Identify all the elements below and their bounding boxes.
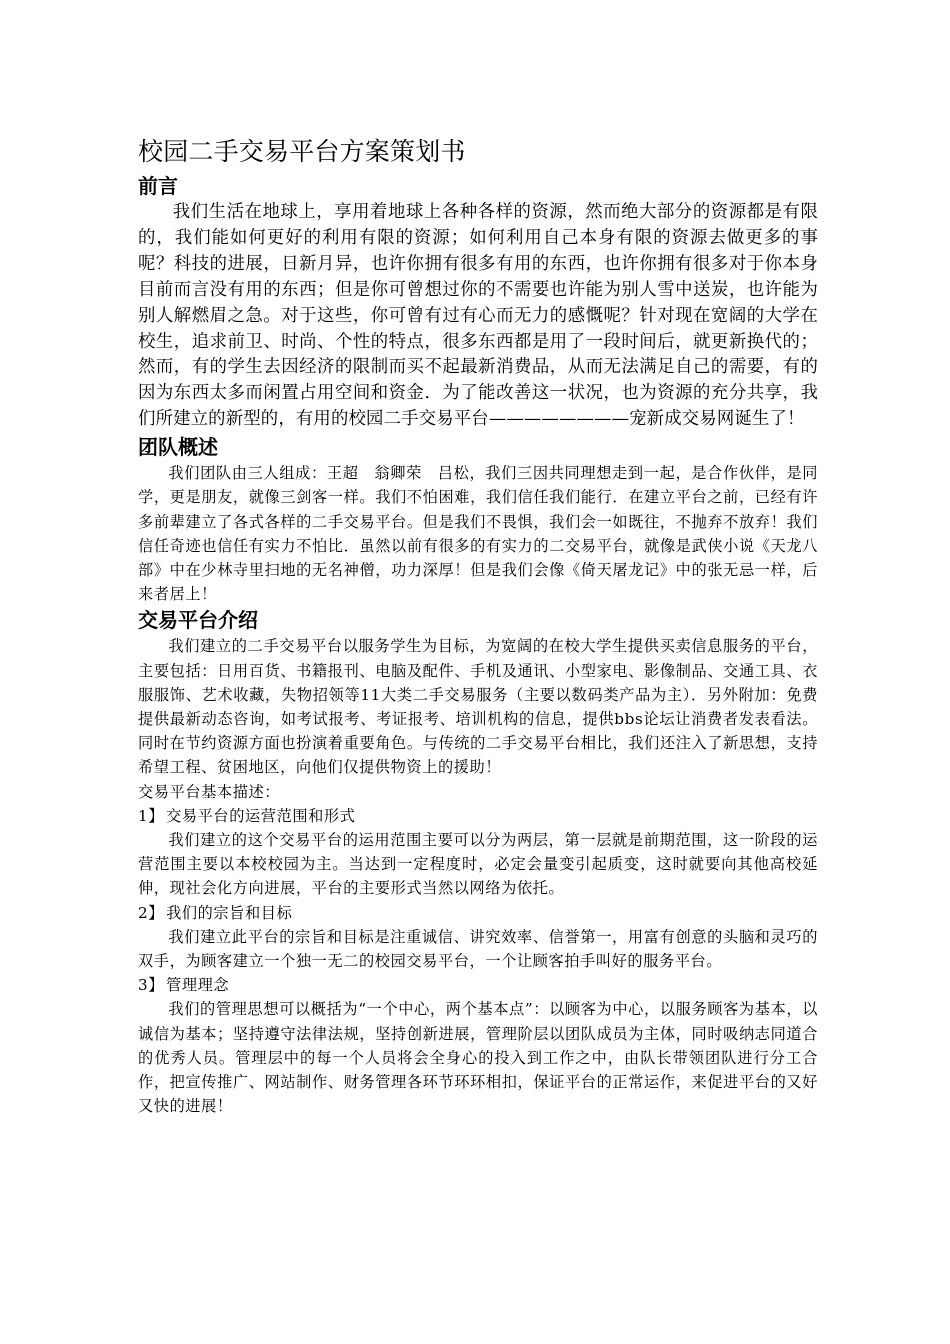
item-1-number: 1】 xyxy=(138,806,165,825)
item-2-number: 2】 xyxy=(138,903,165,922)
item-3-number: 3】 xyxy=(138,976,165,995)
item-1-paragraph: 我们建立的这个交易平台的运用范围主要可以分为两层，第一层就是前期范围，这一阶段的运营范围主要以本校校园为主。当达到一定程度时，必定会量变引起质变，这时就要向其他高校延伸，现社会化方向进展，平台的主要形式当然以网络为依托。 xyxy=(138,831,818,898)
item-1-title: 交易平台的运营范围和形式 xyxy=(166,806,356,825)
preface-heading: 前言 xyxy=(138,174,178,198)
item-3-heading xyxy=(138,973,818,997)
platform-paragraph: 我们建立的二手交易平台以服务学生为目标，为宽阔的在校大学生提供买卖信息服务的平台，主要包括：日用百货、书籍报刊、电脑及配件、手机及通讯、小型家电、影像制品、交通工具、衣服服饰、艺术收藏，失物招领等11大类二手交易服务（主要以数码类产品为主）．另外附加：免费提供最新动态咨询，如考试报考、考证报考、培训机构的信息，提供bbs论坛让消费者发表看法。同时在节约资源方面也扮演着重要角色。与传统的二手交易平台相比，我们还注入了新思想，支持希望工程、贫困地区，向他们仅提供物资上的援助！ xyxy=(138,637,818,777)
item-1-heading xyxy=(138,804,818,828)
document-body xyxy=(138,134,818,1118)
item-2-heading xyxy=(138,901,818,925)
document-title: 校园二手交易平台方案策划书 xyxy=(138,137,466,166)
team-paragraph: 我们团队由三人组成：王超 翁卿荣 吕松，我们三因共同理想走到一起，是合作伙伴，是同学，更是朋友，就像三剑客一样。我们不怕困难，我们信任我们能行．在建立平台之前，已经有许多前辈建立了各式各样的二手交易平台。但是我们不畏惧，我们会一如既往，不抛弃不放弃！我们信任奇迹也信任有实力不怕比．虽然以前有很多的有实力的二交易平台，就像是武侠小说《天龙八部》中在少林寺里扫地的无名神僧，功力深厚！但是我们会像《倚天屠龙记》中的张无忌一样，后来者居上！ xyxy=(138,464,818,604)
item-3-paragraph: 我们的管理思想可以概括为“一个中心，两个基本点”：以顾客为中心，以服务顾客为基本，以诚信为基本；坚持遵守法律法规，坚持创新进展，管理阶层以团队成员为主体，同时吸纳志同道合的优秀人员。管理层中的每一个人员将会全身心的投入到工作之中，由队长带领团队进行分工合作，把宣传推广、网站制作、财务管理各环节环环相扣，保证平台的正常运作，来促进平台的又好又快的进展！ xyxy=(138,1000,818,1116)
basic-description-label: 交易平台基本描述： xyxy=(138,782,281,801)
platform-heading: 交易平台介绍 xyxy=(138,608,258,633)
team-heading: 团队概述 xyxy=(138,435,218,460)
preface-paragraph: 我们生活在地球上，享用着地球上各种各样的资源，然而绝大部分的资源都是有限的，我们能如何更好的利用有限的资源；如何利用自己本身有限的资源去做更多的事呢？科技的进展，日新月异，也许你拥有很多有用的东西，也许你拥有很多对于你本身目前而言没有用的东西；但是你可曾想过你的不需要也许能为别人雪中送炭，也许能为别人解燃眉之急。对于这些，你可曾有过有心而无力的感慨呢？针对现在宽阔的大学在校生，追求前卫、时尚、个性的特点，很多东西都是用了一段时间后，就更新换代的；然而，有的学生去因经济的限制而买不起最新消费品，从而无法满足自己的需要，有的因为东西太多而闲置占用空间和资金．为了能改善这一状况，也为资源的充分共享，我们所建立的新型的，有用的校园二手交易平台————————宠新成交易网诞生了！ xyxy=(138,202,818,430)
item-3-title: 管理理念 xyxy=(166,976,230,995)
item-2-paragraph: 我们建立此平台的宗旨和目标是注重诚信、讲究效率、信誉第一，用富有创意的头脑和灵巧的双手，为顾客建立一个独一无二的校园交易平台，一个让顾客拍手叫好的服务平台。 xyxy=(138,927,818,971)
item-2-title: 我们的宗旨和目标 xyxy=(166,903,293,922)
